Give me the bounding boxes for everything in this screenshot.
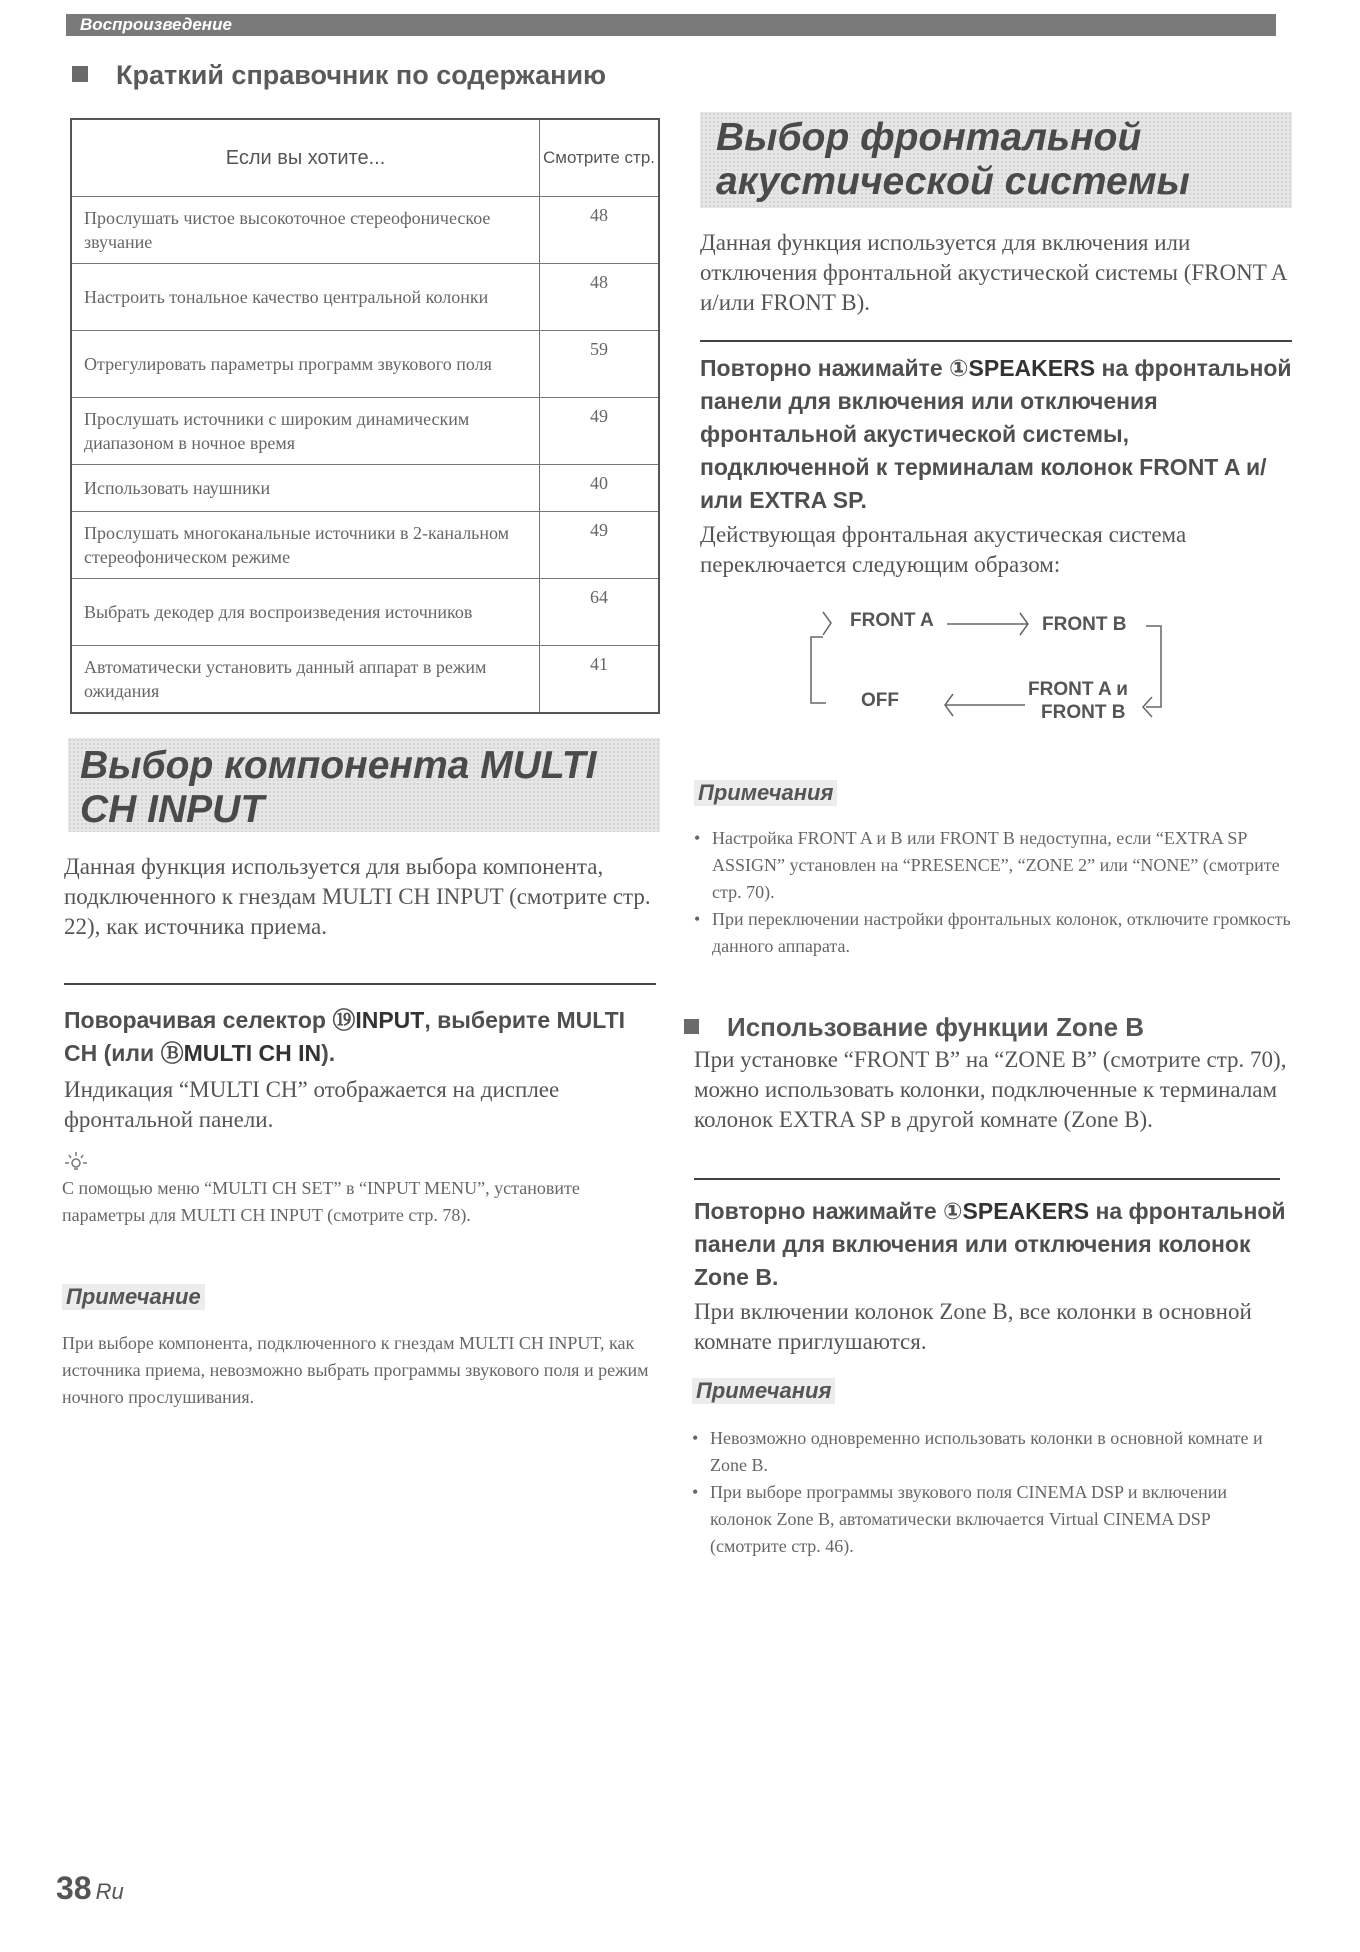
task-cell: Прослушать чистое высокоточное стереофоническое звучание <box>71 197 540 264</box>
loop-back-line <box>811 637 826 703</box>
task-cell: Прослушать многоканальные источники в 2-канальном стереофоническом режиме <box>71 512 540 579</box>
multi-ch-step-result: Индикация “MULTI CH” отображается на дисплее фронтальной панели. <box>64 1077 560 1132</box>
speakers-key: SPEAKERS <box>968 355 1096 381</box>
cycle-front-b: FRONT B <box>1042 614 1127 635</box>
page-cell: 48 <box>540 264 660 331</box>
front-speakers-step: Повторно нажимайте ①SPEAKERS на фронтальной панели для включения или отключения фронтальной акустической системы, подключенной к терминалам колонок FRONT A и/или EXTRA SP. <box>700 355 1292 513</box>
page-number: 38 Ru <box>56 1870 124 1906</box>
note-item: • Настройка FRONT A и B или FRONT B недоступна, если “EXTRA SP ASSIGN” установлен на “PRESENCE”, “ZONE 2” или “NONE” (смотрите стр. 70). <box>692 825 1292 906</box>
table-row <box>71 197 659 264</box>
zone-b-step-result: При включении колонок Zone B, все колонки в основной комнате приглушаются. <box>694 1299 1252 1354</box>
circled-1-icon: ① <box>949 355 969 381</box>
page-cell: 40 <box>540 465 660 512</box>
page-cell: 49 <box>540 398 660 465</box>
square-bullet-icon <box>684 1019 699 1034</box>
section-header-bar <box>66 14 1276 36</box>
cycle-front-ab-line2: FRONT B <box>1041 702 1126 723</box>
front-speakers-notes <box>692 825 1292 960</box>
note-item: • При переключении настройки фронтальных колонок, отключите громкость данного аппарата. <box>692 906 1292 960</box>
circled-19-icon: ⑲ <box>332 1007 356 1033</box>
square-bullet-icon <box>72 66 88 82</box>
column-header-page: Смотрите стр. <box>540 119 660 197</box>
table-row <box>71 465 659 512</box>
multi-ch-note-title: Примечание <box>62 1284 205 1310</box>
multi-ch-intro: Данная функция используется для выбора компонента, подключенного к гнездам MULTI CH INPUT (смотрите стр. 22), как источника приема. <box>64 854 651 939</box>
page-cell: 41 <box>540 646 660 714</box>
zone-b-step: Повторно нажимайте ①SPEAKERS на фронтальной панели для включения или отключения колонок Zone B. <box>694 1198 1286 1290</box>
front-speakers-step-result: Действующая фронтальная акустическая система переключается следующим образом: <box>700 522 1187 577</box>
table-row <box>71 646 659 714</box>
column-header-task: Если вы хотите... <box>71 119 540 197</box>
task-cell: Использовать наушники <box>71 465 540 512</box>
task-cell: Отрегулировать параметры программ звукового поля <box>71 331 540 398</box>
multi-ch-step: Поворачивая селектор ⑲INPUT, выберите MULTI CH (или ⒷMULTI CH IN). <box>64 1007 626 1066</box>
divider <box>64 983 656 985</box>
arrow-to-front-a-icon <box>823 612 831 635</box>
speaker-cycle-diagram <box>800 595 1200 745</box>
language-code: Ru <box>95 1879 124 1904</box>
section-header-label: Воспроизведение <box>80 15 232 34</box>
front-speakers-title-banner <box>700 112 1292 208</box>
table-row <box>71 579 659 646</box>
cycle-front-a: FRONT A <box>850 610 934 631</box>
speakers-key: SPEAKERS <box>962 1198 1090 1224</box>
quick-reference-title: Краткий справочник по содержанию <box>72 60 606 91</box>
zone-b-notes <box>690 1425 1290 1560</box>
table-header-row <box>71 119 659 197</box>
task-cell: Прослушать источники с широким динамическим диапазоном в ночное время <box>71 398 540 465</box>
circled-b-icon: Ⓑ <box>160 1040 184 1066</box>
table-row <box>71 398 659 465</box>
task-cell: Автоматически установить данный аппарат в режим ожидания <box>71 646 540 714</box>
input-key: INPUT <box>355 1007 425 1033</box>
multi-ch-in-key: MULTI CH IN <box>183 1040 322 1066</box>
table-row <box>71 512 659 579</box>
note-item: • Невозможно одновременно использовать колонки в основной комнате и Zone B. <box>690 1425 1290 1479</box>
multi-ch-note: При выборе компонента, подключенного к гнездам MULTI CH INPUT, как источника приема, невозможно выбрать программы звукового поля и режим ночного прослушивания. <box>62 1333 649 1407</box>
quick-reference-table <box>70 118 660 714</box>
zone-b-title: Использование функции Zone B <box>684 1012 1144 1043</box>
lightbulb-icon <box>62 1150 90 1177</box>
cycle-off: OFF <box>861 690 899 711</box>
divider <box>694 1178 1280 1180</box>
task-cell: Выбрать декодер для воспроизведения источников <box>71 579 540 646</box>
cycle-front-ab-line1: FRONT A и <box>1028 679 1128 700</box>
page-cell: 48 <box>540 197 660 264</box>
front-speakers-notes-title: Примечания <box>694 780 837 806</box>
divider <box>700 340 1292 342</box>
multi-ch-title: Выбор компонента MULTI CH INPUT <box>80 744 597 831</box>
circled-1-icon: ① <box>943 1198 963 1224</box>
zone-b-intro: При установке “FRONT B” на “ZONE B” (смотрите стр. 70), можно использовать колонки, подключенные к терминалам колонок EXTRA SP в другой комнате (Zone B). <box>694 1047 1287 1132</box>
page-cell: 49 <box>540 512 660 579</box>
note-item: • При выборе программы звукового поля CINEMA DSP и включении колонок Zone B, автоматически включается Virtual CINEMA DSP (смотрите стр. 46). <box>690 1479 1290 1560</box>
front-speakers-title: Выбор фронтальной акустической системы <box>716 116 1190 203</box>
page-cell: 64 <box>540 579 660 646</box>
zone-b-notes-title: Примечания <box>692 1378 835 1404</box>
page-cell: 59 <box>540 331 660 398</box>
front-speakers-intro: Данная функция используется для включения или отключения фронтальной акустической системы (FRONT A и/или FRONT B). <box>700 230 1287 315</box>
table-row <box>71 264 659 331</box>
front-b-to-ab-line <box>1146 626 1161 707</box>
table-row <box>71 331 659 398</box>
multi-ch-tip: С помощью меню “MULTI CH SET” в “INPUT MENU”, установите параметры для MULTI CH INPUT (смотрите стр. 78). <box>62 1178 580 1225</box>
task-cell: Настроить тональное качество центральной колонки <box>71 264 540 331</box>
multi-ch-title-banner <box>68 738 660 832</box>
